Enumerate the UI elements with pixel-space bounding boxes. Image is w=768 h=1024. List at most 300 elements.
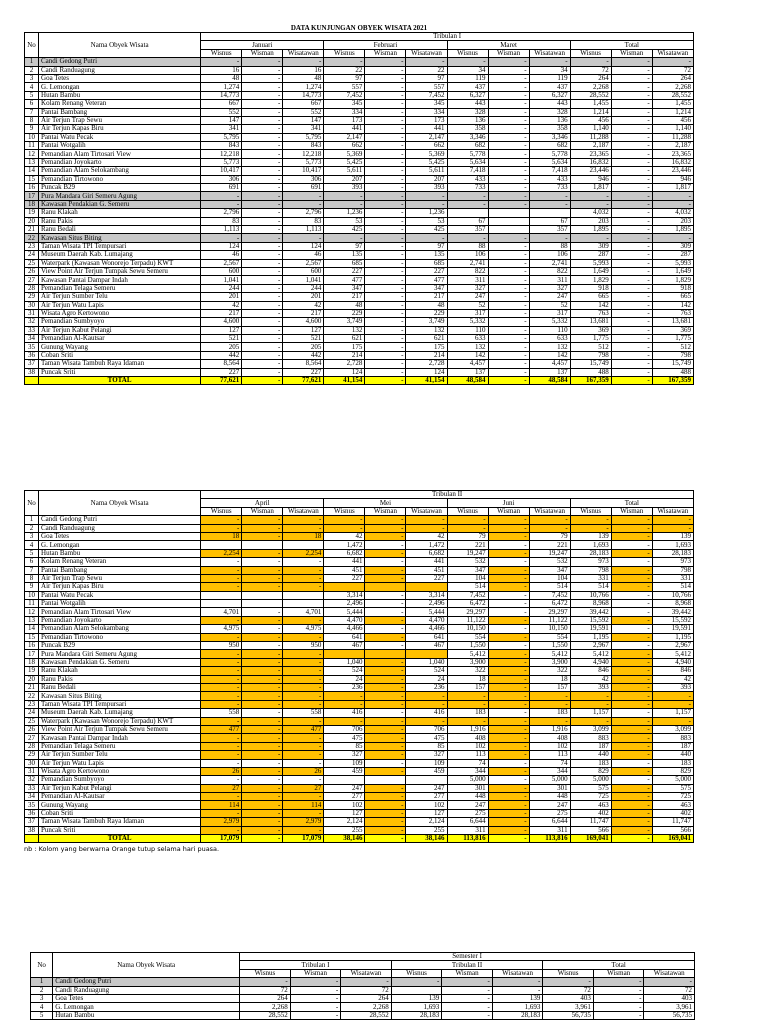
value-cell: 244 bbox=[201, 284, 242, 292]
value-cell: 1,550 bbox=[447, 642, 488, 650]
value-cell: - bbox=[488, 351, 529, 359]
row-number: 30 bbox=[25, 301, 39, 309]
value-cell: - bbox=[488, 150, 529, 158]
attraction-name: G. Lemongan bbox=[39, 541, 201, 549]
value-cell: 136 bbox=[447, 116, 488, 124]
value-cell: 798 bbox=[652, 351, 693, 359]
row-number: 25 bbox=[25, 717, 39, 725]
value-cell: - bbox=[611, 100, 652, 108]
value-cell: - bbox=[365, 692, 406, 700]
value-cell: - bbox=[611, 225, 652, 233]
value-cell: - bbox=[242, 91, 283, 99]
value-cell: - bbox=[611, 267, 652, 275]
value-cell: - bbox=[201, 524, 242, 532]
value-cell: - bbox=[242, 158, 283, 166]
value-cell: 28,183 bbox=[391, 1011, 442, 1019]
total-value: 38,146 bbox=[406, 835, 447, 843]
value-cell: - bbox=[283, 583, 324, 591]
value-cell: - bbox=[201, 742, 242, 750]
value-cell: - bbox=[242, 318, 283, 326]
value-cell: - bbox=[201, 234, 242, 242]
value-cell: - bbox=[242, 335, 283, 343]
value-cell: - bbox=[283, 667, 324, 675]
value-cell: 1,157 bbox=[570, 709, 611, 717]
value-cell: 334 bbox=[324, 108, 365, 116]
value-cell: - bbox=[240, 978, 291, 986]
value-cell: 102 bbox=[529, 742, 570, 750]
header-month: Maret bbox=[447, 41, 570, 49]
value-cell: 4,032 bbox=[570, 209, 611, 217]
value-cell: 72 bbox=[644, 986, 695, 994]
value-cell: 662 bbox=[406, 142, 447, 150]
value-cell: 822 bbox=[447, 267, 488, 275]
value-cell: - bbox=[242, 558, 283, 566]
value-cell: 2,124 bbox=[406, 818, 447, 826]
row-number: 2 bbox=[25, 66, 39, 74]
value-cell: - bbox=[365, 734, 406, 742]
value-cell: - bbox=[611, 591, 652, 599]
value-cell: - bbox=[611, 600, 652, 608]
row-number: 33 bbox=[25, 326, 39, 334]
value-cell: - bbox=[488, 683, 529, 691]
value-cell: - bbox=[365, 709, 406, 717]
value-cell: - bbox=[488, 133, 529, 141]
value-cell: 3,749 bbox=[324, 318, 365, 326]
value-cell: - bbox=[365, 633, 406, 641]
value-cell: - bbox=[365, 150, 406, 158]
value-cell: 109 bbox=[406, 759, 447, 767]
value-cell: 309 bbox=[652, 242, 693, 250]
value-cell: - bbox=[488, 142, 529, 150]
value-cell: 6,682 bbox=[406, 549, 447, 557]
value-cell: 19,247 bbox=[447, 549, 488, 557]
value-cell: - bbox=[365, 83, 406, 91]
value-cell: 408 bbox=[529, 734, 570, 742]
value-cell: 173 bbox=[406, 116, 447, 124]
value-cell: - bbox=[488, 234, 529, 242]
value-cell: - bbox=[365, 116, 406, 124]
row-number: 17 bbox=[25, 192, 39, 200]
value-cell: 2,187 bbox=[570, 142, 611, 150]
row-number: 15 bbox=[25, 633, 39, 641]
value-cell: 2,979 bbox=[283, 818, 324, 826]
header-month: Tribulan I bbox=[240, 961, 392, 969]
value-cell: 72 bbox=[570, 66, 611, 74]
value-cell: - bbox=[283, 650, 324, 658]
value-cell: 477 bbox=[406, 276, 447, 284]
value-cell: 5,795 bbox=[283, 133, 324, 141]
value-cell: 3,346 bbox=[447, 133, 488, 141]
value-cell: - bbox=[447, 692, 488, 700]
value-cell: 331 bbox=[570, 574, 611, 582]
value-cell: - bbox=[488, 276, 529, 284]
value-cell: 600 bbox=[201, 267, 242, 275]
value-cell: 369 bbox=[652, 326, 693, 334]
value-cell: - bbox=[611, 91, 652, 99]
value-cell: - bbox=[242, 709, 283, 717]
value-cell: - bbox=[242, 583, 283, 591]
value-cell: - bbox=[488, 818, 529, 826]
attraction-name: Museum Daerah Kab. Lumajang bbox=[39, 251, 201, 259]
value-cell: - bbox=[242, 524, 283, 532]
value-cell: - bbox=[365, 158, 406, 166]
value-cell: 4,457 bbox=[447, 360, 488, 368]
value-cell: 6,327 bbox=[447, 91, 488, 99]
row-number: 32 bbox=[25, 318, 39, 326]
table-row bbox=[25, 368, 694, 376]
value-cell: 725 bbox=[570, 793, 611, 801]
value-cell: 12,218 bbox=[201, 150, 242, 158]
value-cell: - bbox=[242, 717, 283, 725]
value-cell: 15,749 bbox=[652, 360, 693, 368]
value-cell: - bbox=[242, 793, 283, 801]
value-cell: - bbox=[488, 301, 529, 309]
value-cell: - bbox=[242, 650, 283, 658]
value-cell: 311 bbox=[529, 826, 570, 834]
value-cell: - bbox=[488, 742, 529, 750]
value-cell: - bbox=[201, 658, 242, 666]
table-row bbox=[25, 267, 694, 275]
total-value: 77,621 bbox=[201, 377, 242, 385]
row-number: 30 bbox=[25, 759, 39, 767]
value-cell: 521 bbox=[201, 335, 242, 343]
value-cell: 4,032 bbox=[652, 209, 693, 217]
value-cell: 1,274 bbox=[283, 83, 324, 91]
value-cell: 311 bbox=[447, 826, 488, 834]
value-cell: - bbox=[365, 725, 406, 733]
value-cell: 521 bbox=[283, 335, 324, 343]
value-cell: 11,122 bbox=[529, 616, 570, 624]
header-total: Total bbox=[570, 499, 693, 507]
value-cell: - bbox=[652, 200, 693, 208]
value-cell: - bbox=[283, 633, 324, 641]
value-cell: 247 bbox=[529, 293, 570, 301]
attraction-name: Pemandian Al-Kautsar bbox=[39, 793, 201, 801]
value-cell: 600 bbox=[283, 267, 324, 275]
row-number: 4 bbox=[25, 541, 39, 549]
value-cell bbox=[242, 600, 283, 608]
value-cell: 344 bbox=[529, 767, 570, 775]
value-cell: - bbox=[488, 751, 529, 759]
value-cell: - bbox=[365, 759, 406, 767]
value-cell: - bbox=[611, 167, 652, 175]
value-cell: - bbox=[365, 234, 406, 242]
value-cell: - bbox=[529, 192, 570, 200]
attraction-name: Air Terjun Kabut Pelangi bbox=[39, 784, 201, 792]
table-row bbox=[25, 142, 694, 150]
value-cell: - bbox=[283, 826, 324, 834]
value-cell: 2,254 bbox=[201, 549, 242, 557]
value-cell: 918 bbox=[570, 284, 611, 292]
attraction-name: Goa Tetes bbox=[39, 74, 201, 82]
value-cell bbox=[391, 986, 442, 994]
header-wisnus: Wisnus bbox=[324, 49, 365, 57]
header-wisman: Wisman bbox=[290, 969, 341, 977]
value-cell: 973 bbox=[652, 558, 693, 566]
value-cell: - bbox=[365, 532, 406, 540]
value-cell: 403 bbox=[543, 994, 594, 1002]
value-cell bbox=[529, 209, 570, 217]
value-cell: 448 bbox=[529, 793, 570, 801]
value-cell: - bbox=[570, 524, 611, 532]
value-cell: - bbox=[611, 351, 652, 359]
attraction-name: Ranu Pakis bbox=[39, 675, 201, 683]
attraction-name: Wisata Agro Kertowono bbox=[39, 309, 201, 317]
value-cell: - bbox=[611, 818, 652, 826]
attraction-name: Coban Sriti bbox=[39, 351, 201, 359]
value-cell: 4,600 bbox=[283, 318, 324, 326]
table-row bbox=[25, 360, 694, 368]
value-cell: 554 bbox=[447, 633, 488, 641]
value-cell: 8,968 bbox=[652, 600, 693, 608]
value-cell: 34 bbox=[447, 66, 488, 74]
value-cell: - bbox=[570, 516, 611, 524]
value-cell: - bbox=[341, 978, 392, 986]
value-cell: 1,140 bbox=[570, 125, 611, 133]
table-row bbox=[25, 709, 694, 717]
value-cell: - bbox=[593, 994, 644, 1002]
row-number: 11 bbox=[25, 600, 39, 608]
row-number: 33 bbox=[25, 784, 39, 792]
value-cell: 227 bbox=[406, 574, 447, 582]
attraction-name: Kawasan Situs Biting bbox=[39, 692, 201, 700]
attraction-name: Air Terjun Trap Sewu bbox=[39, 116, 201, 124]
value-cell: 127 bbox=[201, 326, 242, 334]
value-cell: 557 bbox=[324, 83, 365, 91]
value-cell: 456 bbox=[570, 116, 611, 124]
value-cell: 514 bbox=[529, 583, 570, 591]
total-value: 113,816 bbox=[447, 835, 488, 843]
value-cell: 575 bbox=[652, 784, 693, 792]
row-number: 2 bbox=[25, 524, 39, 532]
value-cell bbox=[201, 541, 242, 549]
attraction-name: Pantai Watu Pecak bbox=[39, 591, 201, 599]
value-cell: - bbox=[488, 784, 529, 792]
value-cell: 11,747 bbox=[570, 818, 611, 826]
value-cell: - bbox=[242, 108, 283, 116]
value-cell: 950 bbox=[201, 642, 242, 650]
row-number: 8 bbox=[25, 574, 39, 582]
value-cell: 662 bbox=[324, 142, 365, 150]
value-cell: 48 bbox=[201, 74, 242, 82]
value-cell: - bbox=[611, 608, 652, 616]
value-cell: - bbox=[529, 58, 570, 66]
header-total: Total bbox=[543, 961, 695, 969]
value-cell: - bbox=[488, 184, 529, 192]
value-cell: 227 bbox=[201, 368, 242, 376]
value-cell: 1,214 bbox=[652, 108, 693, 116]
value-cell: - bbox=[611, 776, 652, 784]
value-cell: 275 bbox=[447, 809, 488, 817]
value-cell: 205 bbox=[283, 343, 324, 351]
value-cell: - bbox=[365, 209, 406, 217]
header-wisnus: Wisnus bbox=[324, 507, 365, 515]
value-cell: 10,150 bbox=[529, 625, 570, 633]
value-cell: - bbox=[201, 809, 242, 817]
value-cell: 846 bbox=[652, 667, 693, 675]
value-cell: 1,157 bbox=[652, 709, 693, 717]
value-cell: - bbox=[611, 541, 652, 549]
value-cell: - bbox=[365, 225, 406, 233]
value-cell: 667 bbox=[201, 100, 242, 108]
value-cell: 1,817 bbox=[652, 184, 693, 192]
value-cell: - bbox=[365, 318, 406, 326]
value-cell: - bbox=[365, 242, 406, 250]
row-number: 4 bbox=[31, 1003, 53, 1011]
attraction-name: Taman Wisata TPI Tempursari bbox=[39, 242, 201, 250]
value-cell: - bbox=[201, 200, 242, 208]
attraction-name: View Point Air Terjun Tumpak Sewu Semeru bbox=[39, 725, 201, 733]
tribulan-2-section bbox=[24, 490, 694, 853]
value-cell: - bbox=[488, 360, 529, 368]
value-cell: 843 bbox=[201, 142, 242, 150]
value-cell: 85 bbox=[324, 742, 365, 750]
value-cell: - bbox=[406, 700, 447, 708]
value-cell: - bbox=[611, 532, 652, 540]
value-cell: 16,832 bbox=[570, 158, 611, 166]
value-cell: - bbox=[242, 633, 283, 641]
value-cell: 247 bbox=[447, 801, 488, 809]
value-cell: 829 bbox=[652, 767, 693, 775]
value-cell: 11,122 bbox=[447, 616, 488, 624]
value-cell: 2,796 bbox=[201, 209, 242, 217]
value-cell: 173 bbox=[324, 116, 365, 124]
value-cell: 467 bbox=[324, 642, 365, 650]
value-cell: - bbox=[406, 234, 447, 242]
value-cell: - bbox=[365, 309, 406, 317]
value-cell: - bbox=[283, 616, 324, 624]
value-cell: 1,113 bbox=[283, 225, 324, 233]
attraction-name: G. Lemongan bbox=[53, 1003, 240, 1011]
value-cell: 393 bbox=[652, 683, 693, 691]
value-cell: - bbox=[488, 58, 529, 66]
value-cell: - bbox=[652, 192, 693, 200]
value-cell: - bbox=[365, 524, 406, 532]
table-row bbox=[25, 776, 694, 784]
value-cell: 733 bbox=[447, 184, 488, 192]
value-cell: 344 bbox=[447, 767, 488, 775]
table-row bbox=[25, 717, 694, 725]
value-cell: - bbox=[652, 58, 693, 66]
header-wisnus: Wisnus bbox=[201, 507, 242, 515]
value-cell: 5,332 bbox=[447, 318, 488, 326]
value-cell: - bbox=[242, 549, 283, 557]
value-cell: 3,099 bbox=[652, 725, 693, 733]
value-cell: - bbox=[611, 767, 652, 775]
value-cell: 29,297 bbox=[447, 608, 488, 616]
value-cell: - bbox=[283, 809, 324, 817]
value-cell: - bbox=[365, 74, 406, 82]
value-cell: 2,268 bbox=[240, 1003, 291, 1011]
value-cell: - bbox=[442, 986, 493, 994]
table-row bbox=[25, 351, 694, 359]
table-row bbox=[25, 91, 694, 99]
value-cell: 16 bbox=[283, 66, 324, 74]
value-cell: - bbox=[365, 360, 406, 368]
header-wisman: Wisman bbox=[365, 49, 406, 57]
total-value: - bbox=[365, 835, 406, 843]
value-cell: 311 bbox=[529, 276, 570, 284]
value-cell: 102 bbox=[447, 742, 488, 750]
value-cell: 443 bbox=[529, 100, 570, 108]
value-cell: 2,254 bbox=[283, 549, 324, 557]
value-cell: 1,649 bbox=[652, 267, 693, 275]
value-cell: - bbox=[283, 558, 324, 566]
value-cell: 2,979 bbox=[201, 818, 242, 826]
value-cell: 1,274 bbox=[201, 83, 242, 91]
value-cell: - bbox=[391, 978, 442, 986]
value-cell: - bbox=[242, 725, 283, 733]
value-cell: - bbox=[611, 734, 652, 742]
table-row bbox=[25, 150, 694, 158]
value-cell: 3,749 bbox=[406, 318, 447, 326]
value-cell: 725 bbox=[652, 793, 693, 801]
value-cell: - bbox=[488, 368, 529, 376]
value-cell: 408 bbox=[447, 734, 488, 742]
value-cell: 402 bbox=[570, 809, 611, 817]
value-cell: - bbox=[242, 566, 283, 574]
value-cell bbox=[283, 541, 324, 549]
value-cell: 488 bbox=[570, 368, 611, 376]
value-cell: 2,967 bbox=[570, 642, 611, 650]
value-cell: 1,775 bbox=[570, 335, 611, 343]
value-cell: 13,681 bbox=[652, 318, 693, 326]
attraction-name: Coban Sriti bbox=[39, 809, 201, 817]
value-cell bbox=[447, 209, 488, 217]
value-cell: 247 bbox=[529, 801, 570, 809]
value-cell: - bbox=[242, 532, 283, 540]
value-cell: 1,472 bbox=[324, 541, 365, 549]
value-cell: - bbox=[365, 667, 406, 675]
value-cell: 327 bbox=[324, 751, 365, 759]
value-cell: - bbox=[290, 1011, 341, 1019]
value-cell: - bbox=[365, 259, 406, 267]
value-cell: - bbox=[242, 818, 283, 826]
header-total: Total bbox=[570, 41, 693, 49]
table-row bbox=[25, 633, 694, 641]
value-cell: 124 bbox=[201, 242, 242, 250]
value-cell: 3,314 bbox=[324, 591, 365, 599]
header-month: Tribulan II bbox=[391, 961, 543, 969]
table-row bbox=[25, 309, 694, 317]
value-cell: 1,195 bbox=[570, 633, 611, 641]
value-cell: - bbox=[365, 700, 406, 708]
value-cell: 183 bbox=[570, 759, 611, 767]
value-cell bbox=[242, 591, 283, 599]
value-cell: - bbox=[611, 133, 652, 141]
table-row bbox=[31, 986, 695, 994]
row-number: 1 bbox=[25, 58, 39, 66]
value-cell: - bbox=[488, 709, 529, 717]
value-cell: - bbox=[242, 242, 283, 250]
value-cell: - bbox=[488, 826, 529, 834]
value-cell: 488 bbox=[652, 368, 693, 376]
row-number: 12 bbox=[25, 608, 39, 616]
value-cell: 287 bbox=[652, 251, 693, 259]
value-cell: - bbox=[365, 142, 406, 150]
value-cell: 558 bbox=[283, 709, 324, 717]
value-cell: 532 bbox=[447, 558, 488, 566]
value-cell: 23,365 bbox=[652, 150, 693, 158]
value-cell: 402 bbox=[652, 809, 693, 817]
value-cell: 79 bbox=[447, 532, 488, 540]
value-cell: - bbox=[201, 683, 242, 691]
value-cell: - bbox=[242, 360, 283, 368]
table-row bbox=[25, 318, 694, 326]
value-cell: 28,183 bbox=[652, 549, 693, 557]
value-cell: - bbox=[529, 516, 570, 524]
value-cell: - bbox=[611, 633, 652, 641]
